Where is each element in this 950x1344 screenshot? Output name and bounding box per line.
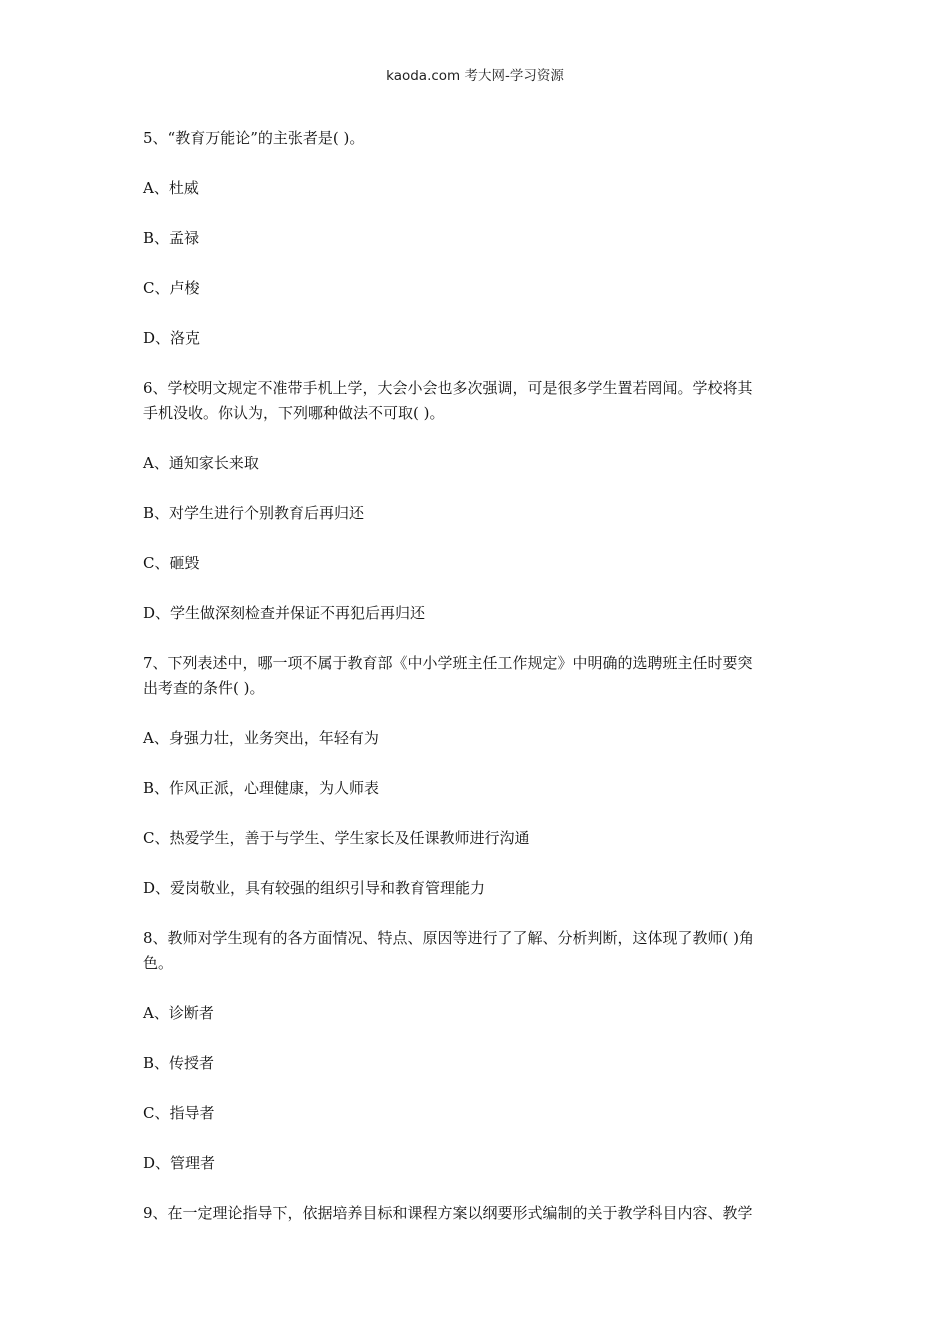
question-text: 9、在一定理论指导下，依据培养目标和课程方案以纲要形式编制的关于教学科目内容、教学 xyxy=(143,1204,753,1222)
question-9 xyxy=(143,1201,811,1226)
question-6 xyxy=(143,376,811,626)
option-d: D、学生做深刻检查并保证不再犯后再归还 xyxy=(143,604,426,622)
question-8 xyxy=(143,926,811,1176)
option-c: C、卢梭 xyxy=(143,279,200,297)
option-c: C、砸毁 xyxy=(143,554,200,572)
option-b: B、孟禄 xyxy=(143,229,200,247)
option-d: D、爱岗敬业，具有较强的组织引导和教育管理能力 xyxy=(143,879,486,897)
option-a: A、身强力壮，业务突出，年轻有为 xyxy=(143,729,379,747)
option-c: C、指导者 xyxy=(143,1104,215,1122)
option-d: D、管理者 xyxy=(143,1154,216,1172)
option-a: A、通知家长来取 xyxy=(143,454,259,472)
document-body xyxy=(143,126,811,1226)
page-header: kaoda.com 考大网-学习资源 xyxy=(386,68,564,84)
option-d: D、洛克 xyxy=(143,329,201,347)
question-text-continued: 出考查的条件( )。 xyxy=(143,679,265,697)
option-b: B、作风正派，心理健康，为人师表 xyxy=(143,779,380,797)
option-a: A、杜威 xyxy=(143,179,199,197)
option-b: B、对学生进行个别教育后再归还 xyxy=(143,504,365,522)
question-text: 8、教师对学生现有的各方面情况、特点、原因等进行了了解、分析判断，这体现了教师( )角 xyxy=(143,929,755,947)
option-b: B、传授者 xyxy=(143,1054,215,1072)
question-7 xyxy=(143,651,811,901)
question-text-continued: 手机没收。你认为，下列哪种做法不可取( )。 xyxy=(143,404,445,422)
question-text: 5、“教育万能论”的主张者是( )。 xyxy=(143,129,365,147)
question-text-continued: 色。 xyxy=(143,954,174,972)
question-text: 6、学校明文规定不准带手机上学，大会小会也多次强调，可是很多学生置若罔闻。学校将其 xyxy=(143,379,753,397)
option-a: A、诊断者 xyxy=(143,1004,214,1022)
option-c: C、热爱学生，善于与学生、学生家长及任课教师进行沟通 xyxy=(143,829,530,847)
question-5 xyxy=(143,126,811,351)
question-text: 7、下列表述中，哪一项不属于教育部《中小学班主任工作规定》中明确的选聘班主任时要突 xyxy=(143,654,753,672)
